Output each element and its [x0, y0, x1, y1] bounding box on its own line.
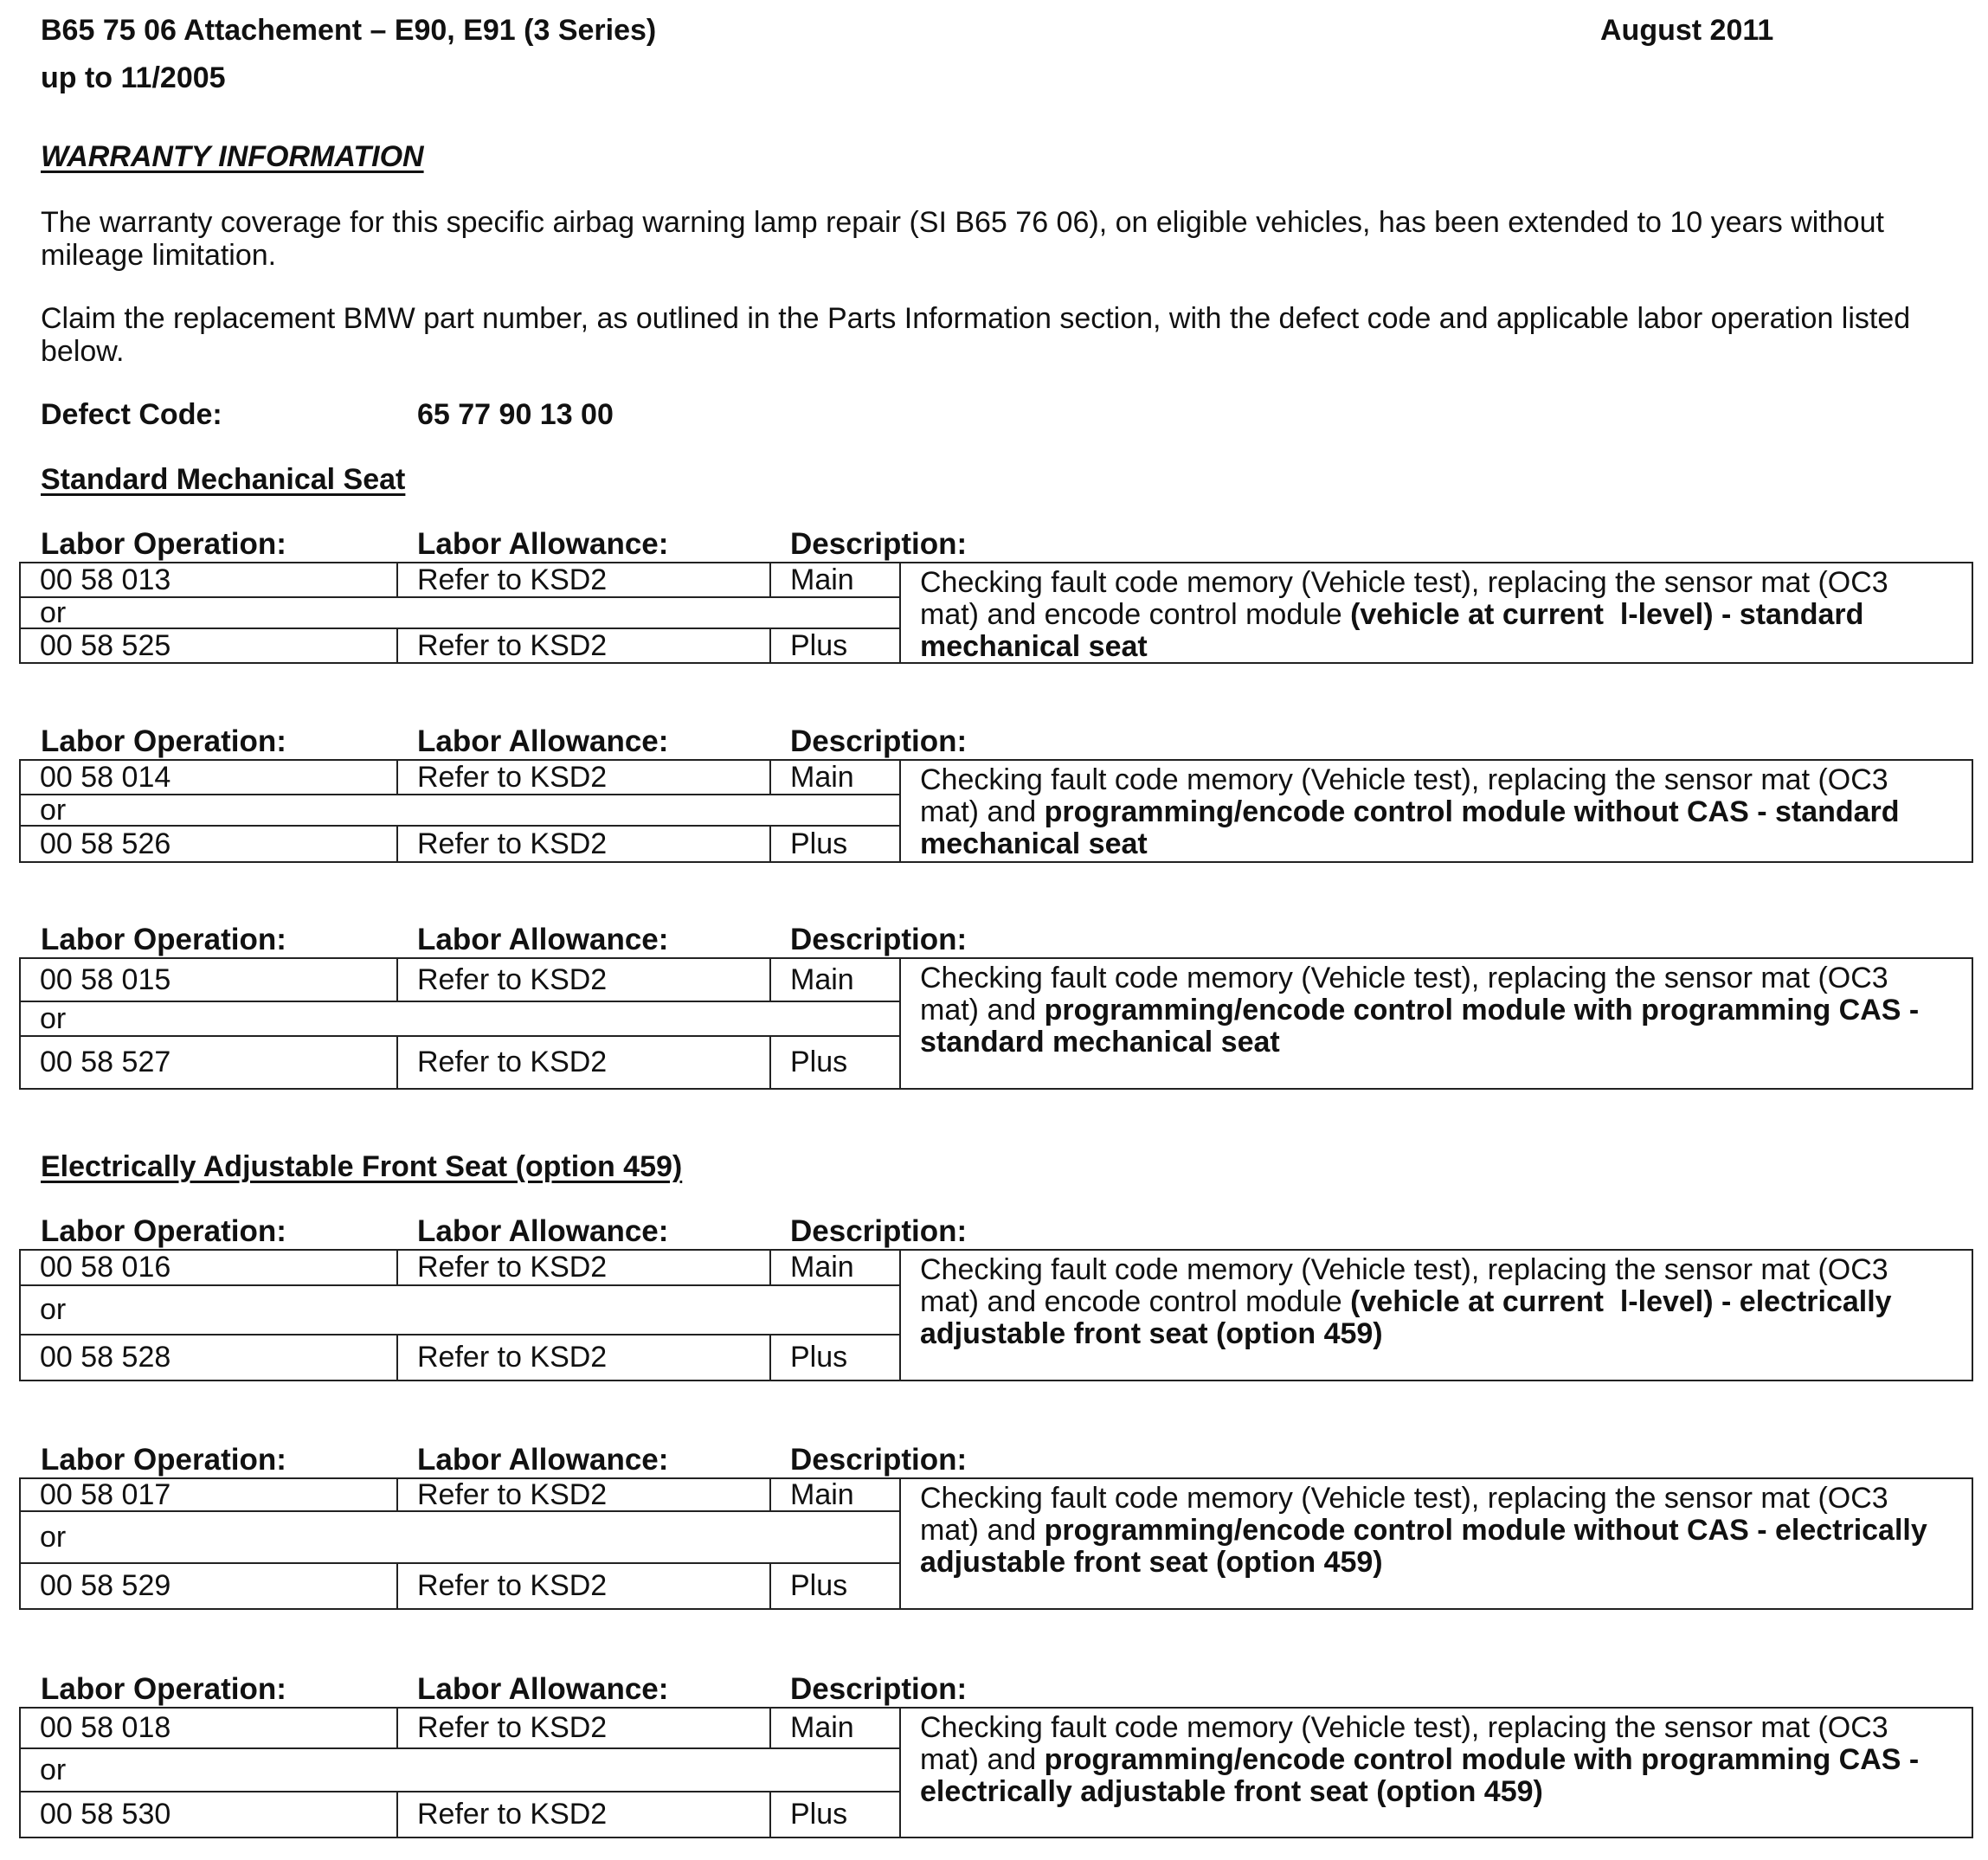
- or-row: or: [21, 1512, 901, 1564]
- or-row: or: [21, 795, 901, 827]
- description-text: Checking fault code memory (Vehicle test), replacing the sensor mat (OC3 mat) and: [920, 1711, 1897, 1776]
- column-header-op: Labor Operation:: [41, 724, 286, 758]
- description-cell: [901, 563, 1972, 662]
- labor-op-main: 00 58 015: [21, 959, 398, 1002]
- type-plus: Plus: [771, 1564, 901, 1608]
- description-text: (vehicle at current l-level) - standard mechanical seat: [920, 598, 1872, 662]
- document-title: B65 75 06 Attachement – E90, E91 (3 Series): [41, 14, 657, 47]
- type-main: Main: [771, 959, 901, 1002]
- column-header-description: Description:: [790, 923, 968, 956]
- labor-table: [19, 957, 1973, 1090]
- labor-allowance: Refer to KSD2: [398, 1335, 771, 1380]
- labor-table: [19, 1249, 1973, 1381]
- type-main: Main: [771, 1709, 901, 1749]
- type-plus: Plus: [771, 827, 901, 861]
- or-row: or: [21, 1286, 901, 1335]
- labor-allowance: Refer to KSD2: [398, 563, 771, 598]
- description-text: Checking fault code memory (Vehicle test), replacing the sensor mat (OC3 mat) and: [920, 1482, 1897, 1547]
- type-plus: Plus: [771, 629, 901, 662]
- description-cell: [901, 959, 1972, 1088]
- description-text: Checking fault code memory (Vehicle test), replacing the sensor mat (OC3 mat) and encode control module: [920, 1253, 1897, 1318]
- column-header-op: Labor Operation:: [41, 527, 286, 561]
- labor-allowance: Refer to KSD2: [398, 761, 771, 795]
- column-header-op: Labor Operation:: [41, 1672, 286, 1706]
- labor-op-main: 00 58 013: [21, 563, 398, 598]
- description-cell: [901, 761, 1972, 861]
- labor-table: [19, 562, 1973, 664]
- labor-allowance: Refer to KSD2: [398, 629, 771, 662]
- claim-paragraph: Claim the replacement BMW part number, as outlined in the Parts Information section, with the defect code and applicable labor operation listed below.: [41, 302, 1911, 368]
- column-header-allowance: Labor Allowance:: [417, 724, 669, 758]
- labor-allowance: Refer to KSD2: [398, 1792, 771, 1837]
- labor-table: [19, 1707, 1973, 1838]
- labor-allowance: Refer to KSD2: [398, 827, 771, 861]
- warranty-heading: WARRANTY INFORMATION: [41, 140, 424, 173]
- column-header-description: Description:: [790, 1672, 968, 1706]
- labor-op-main: 00 58 014: [21, 761, 398, 795]
- or-row: or: [21, 1749, 901, 1792]
- labor-allowance: Refer to KSD2: [398, 959, 771, 1002]
- description-text: programming/encode control module with programming CAS - electrically adjustable front seat (option 459): [920, 1743, 1927, 1808]
- labor-op-plus: 00 58 525: [21, 629, 398, 662]
- column-header-description: Description:: [790, 527, 968, 561]
- document-date: August 2011: [1600, 14, 1774, 47]
- document-subtitle: up to 11/2005: [41, 61, 226, 94]
- column-header-allowance: Labor Allowance:: [417, 923, 669, 956]
- type-main: Main: [771, 1251, 901, 1286]
- column-header-description: Description:: [790, 1214, 968, 1248]
- labor-op-plus: 00 58 530: [21, 1792, 398, 1837]
- description-cell: [901, 1709, 1972, 1837]
- section-heading-standard: Standard Mechanical Seat: [41, 463, 406, 496]
- column-header-allowance: Labor Allowance:: [417, 1672, 669, 1706]
- column-header-op: Labor Operation:: [41, 1443, 286, 1477]
- labor-allowance: Refer to KSD2: [398, 1709, 771, 1749]
- type-main: Main: [771, 563, 901, 598]
- warranty-paragraph: The warranty coverage for this specific airbag warning lamp repair (SI B65 76 06), on eligible vehicles, has been extended to 10 years without mileage limitation.: [41, 206, 1884, 272]
- labor-op-main: 00 58 016: [21, 1251, 398, 1286]
- type-plus: Plus: [771, 1037, 901, 1088]
- description-text: (vehicle at current l-level) - electrically adjustable front seat (option 459): [920, 1285, 1901, 1350]
- labor-op-plus: 00 58 528: [21, 1335, 398, 1380]
- defect-code-value: 65 77 90 13 00: [417, 398, 614, 431]
- labor-op-plus: 00 58 526: [21, 827, 398, 861]
- labor-op-main: 00 58 018: [21, 1709, 398, 1749]
- labor-op-main: 00 58 017: [21, 1479, 398, 1512]
- column-header-allowance: Labor Allowance:: [417, 1214, 669, 1248]
- description-text: Checking fault code memory (Vehicle test), replacing the sensor mat (OC3 mat) and: [920, 962, 1897, 1027]
- description-cell: [901, 1479, 1972, 1608]
- description-text: programming/encode control module without CAS - standard mechanical seat: [920, 795, 1908, 860]
- or-row: or: [21, 1002, 901, 1037]
- labor-allowance: Refer to KSD2: [398, 1251, 771, 1286]
- column-header-op: Labor Operation:: [41, 923, 286, 956]
- labor-allowance: Refer to KSD2: [398, 1037, 771, 1088]
- description-text: programming/encode control module without CAS - electrically adjustable front seat (option 459): [920, 1514, 1936, 1579]
- or-row: or: [21, 598, 901, 629]
- type-plus: Plus: [771, 1792, 901, 1837]
- defect-code-label: Defect Code:: [41, 398, 222, 431]
- description-cell: [901, 1251, 1972, 1380]
- type-main: Main: [771, 761, 901, 795]
- column-header-allowance: Labor Allowance:: [417, 527, 669, 561]
- description-text: Checking fault code memory (Vehicle test), replacing the sensor mat (OC3 mat) and: [920, 763, 1897, 828]
- labor-allowance: Refer to KSD2: [398, 1564, 771, 1608]
- labor-table: [19, 759, 1973, 863]
- type-main: Main: [771, 1479, 901, 1512]
- column-header-op: Labor Operation:: [41, 1214, 286, 1248]
- labor-op-plus: 00 58 529: [21, 1564, 398, 1608]
- column-header-allowance: Labor Allowance:: [417, 1443, 669, 1477]
- section-heading-electric: Electrically Adjustable Front Seat (option 459): [41, 1150, 683, 1183]
- labor-allowance: Refer to KSD2: [398, 1479, 771, 1512]
- column-header-description: Description:: [790, 724, 968, 758]
- labor-table: [19, 1477, 1973, 1610]
- type-plus: Plus: [771, 1335, 901, 1380]
- labor-op-plus: 00 58 527: [21, 1037, 398, 1088]
- description-text: programming/encode control module with programming CAS - standard mechanical seat: [920, 994, 1927, 1059]
- description-text: Checking fault code memory (Vehicle test), replacing the sensor mat (OC3 mat) and encode control module: [920, 566, 1897, 631]
- column-header-description: Description:: [790, 1443, 968, 1477]
